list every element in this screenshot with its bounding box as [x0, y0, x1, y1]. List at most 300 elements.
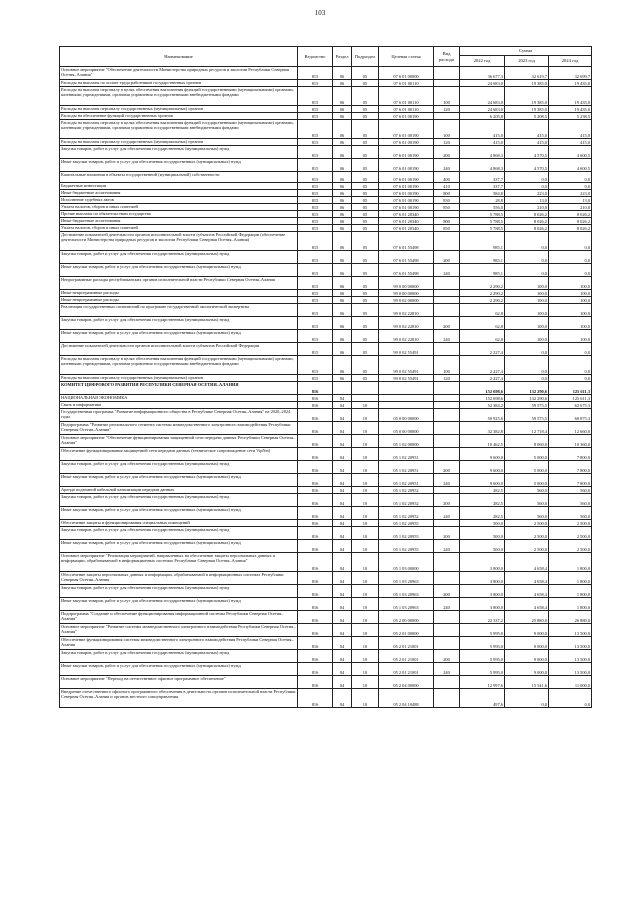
row-sum-2023: 19 385,0: [505, 106, 549, 113]
row-sum-2022: 62,8: [460, 317, 505, 330]
row-name: Обеспечение защиты персональных данных и информации, обрабатываемой в информационных системах Республики Северная Осетия–Алания: [60, 572, 298, 585]
row-vr: 100: [434, 87, 460, 106]
row-sum-2024: 19 435,0: [549, 106, 592, 113]
row-name: Иные закупки товаров, работ и услуг для обеспечения государственных (муниципальных) нужд: [60, 507, 298, 520]
row-sum-2024: 2 500,0: [549, 520, 592, 527]
row-ved: 816: [298, 402, 333, 409]
row-ved: 816: [298, 422, 333, 435]
table-row: [60, 663, 592, 676]
row-sum-2024: 0,0: [549, 183, 592, 190]
table-row: [60, 474, 592, 487]
row-name: Основное мероприятие "Переход на отечественное офисное программное обеспечение": [60, 676, 298, 689]
table-row: [60, 461, 592, 474]
row-sum-2022: 5 995,0: [460, 650, 505, 663]
row-csr: [379, 395, 434, 402]
row-razdel: 04: [333, 520, 352, 527]
row-sum-2024: 4 600,5: [549, 159, 592, 172]
row-sum-2022: 584,8: [460, 190, 505, 197]
row-sum-2024: 100,0: [549, 317, 592, 330]
row-podrazdel: 10: [352, 585, 379, 598]
row-sum-2024: 7 800,0: [549, 474, 592, 487]
row-csr: 05 1 02 20952: [379, 487, 434, 494]
row-ved: 815: [298, 197, 333, 204]
table-row: [60, 611, 592, 624]
table-row: [60, 507, 592, 520]
row-sum-2024: 10 360,0: [549, 435, 592, 448]
row-razdel: 06: [333, 251, 352, 264]
row-podrazdel: 05: [352, 232, 379, 251]
row-name: Иные бюджетные ассигнования: [60, 190, 298, 197]
row-name: Закупка товаров, работ и услуг для обеспечения государственных (муниципальных) нужд: [60, 251, 298, 264]
row-sum-2024: 560,0: [549, 487, 592, 494]
table-row: [60, 87, 592, 106]
budget-table: [59, 46, 592, 708]
row-sum-2022: 152 698,6: [460, 395, 505, 402]
row-sum-2024: 13 500,0: [549, 624, 592, 637]
row-podrazdel: 05: [352, 304, 379, 317]
row-razdel: 04: [333, 650, 352, 663]
row-sum-2024: 223,0: [549, 190, 592, 197]
row-sum-2022: 985,1: [460, 264, 505, 277]
row-name: Иные непрограммные расходы: [60, 297, 298, 304]
row-razdel: 04: [333, 553, 352, 572]
row-razdel: 06: [333, 264, 352, 277]
row-sum-2023: 8 026,2: [505, 218, 549, 225]
row-csr: 05 1 02 20955: [379, 527, 434, 540]
row-vr: [434, 304, 460, 317]
row-podrazdel: 10: [352, 624, 379, 637]
row-sum-2023: 560,0: [505, 507, 549, 520]
row-sum-2022: 2 290,2: [460, 277, 505, 290]
row-sum-2022: 24 683,0: [460, 106, 505, 113]
row-razdel: 04: [333, 540, 352, 553]
row-sum-2022: 5 788,5: [460, 211, 505, 218]
table-row: [60, 676, 592, 689]
row-razdel: 04: [333, 461, 352, 474]
table-row: [60, 67, 592, 80]
row-razdel: 04: [333, 676, 352, 689]
row-csr: 07 6 01 00110: [379, 80, 434, 87]
row-sum-2022: 556,0: [460, 204, 505, 211]
row-csr: 05 1 02 20955: [379, 520, 434, 527]
row-sum-2023: 0,0: [505, 232, 549, 251]
row-sum-2023: 12 718,4: [505, 422, 549, 435]
row-sum-2024: 32 699,7: [549, 67, 592, 80]
row-vr: 100: [434, 356, 460, 375]
row-sum-2024: 8 026,2: [549, 225, 592, 232]
row-sum-2022: 415,0: [460, 120, 505, 139]
row-vr: [434, 297, 460, 304]
row-ved: 815: [298, 343, 333, 356]
row-vr: [434, 67, 460, 80]
row-sum-2023: 5 000,0: [505, 448, 549, 461]
row-sum-2024: 100,0: [549, 297, 592, 304]
row-sum-2024: 0,0: [549, 343, 592, 356]
row-csr: [379, 402, 434, 409]
row-razdel: 06: [333, 146, 352, 159]
header-sum: Сумма: [460, 47, 592, 56]
table-row: [60, 80, 592, 87]
table-row: [60, 172, 592, 183]
row-name: Капитальные вложения в объекты государственной (муниципальной) собственности: [60, 172, 298, 183]
row-ved: 815: [298, 183, 333, 190]
row-ved: 816: [298, 585, 333, 598]
row-podrazdel: 05: [352, 120, 379, 139]
row-podrazdel: 10: [352, 435, 379, 448]
row-sum-2022: 3 800,0: [460, 553, 505, 572]
table-row: [60, 650, 592, 663]
row-csr: 05 1 02 00000: [379, 435, 434, 448]
header-ved: Ведомство: [298, 47, 333, 67]
row-podrazdel: 10: [352, 520, 379, 527]
row-csr: 05 1 03 20963: [379, 572, 434, 585]
row-podrazdel: 05: [352, 204, 379, 211]
row-csr: 99 0 02 55491: [379, 375, 434, 382]
row-sum-2024: 0,0: [549, 264, 592, 277]
row-csr: 07 6 01 00190: [379, 183, 434, 190]
row-sum-2023: 9 000,0: [505, 637, 549, 650]
row-name: Расходы на выплаты персоналу государственных (муниципальных) органов: [60, 106, 298, 113]
row-name: Закупка товаров, работ и услуг для обеспечения государственных (муниципальных) нужд: [60, 146, 298, 159]
row-name: Закупка товаров, работ и услуг для обеспечения государственных (муниципальных) нужд: [60, 494, 298, 507]
row-sum-2023: 8 060,0: [505, 435, 549, 448]
row-csr: 05 2 04 10488: [379, 689, 434, 708]
row-razdel: 06: [333, 159, 352, 172]
row-vr: [434, 232, 460, 251]
table-row: [60, 159, 592, 172]
row-csr: 07 6 01 20340: [379, 211, 434, 218]
row-ved: 815: [298, 159, 333, 172]
row-vr: [434, 487, 460, 494]
row-csr: 05 2 00 00000: [379, 611, 434, 624]
row-podrazdel: 05: [352, 218, 379, 225]
row-vr: [434, 409, 460, 422]
row-podrazdel: 10: [352, 611, 379, 624]
row-razdel: 06: [333, 290, 352, 297]
row-vr: 200: [434, 461, 460, 474]
row-podrazdel: 05: [352, 375, 379, 382]
row-sum-2023: 100,0: [505, 277, 549, 290]
row-name: Достижение показателей деятельности органов исполнительной власти субъектов Российской Федерации: [60, 343, 298, 356]
row-name: Аренда подземной кабельной канализации передачи данных: [60, 487, 298, 494]
row-ved: 815: [298, 375, 333, 382]
table-row: [60, 487, 592, 494]
row-csr: 07 6 01 20340: [379, 225, 434, 232]
row-razdel: 06: [333, 139, 352, 146]
row-vr: [434, 382, 460, 395]
row-vr: [434, 520, 460, 527]
row-csr: 05 1 03 00000: [379, 553, 434, 572]
row-ved: 815: [298, 232, 333, 251]
row-name: Закупка товаров, работ и услуг для обеспечения государственных (муниципальных) нужд: [60, 317, 298, 330]
row-name: Расходы на выплаты персоналу в целях обеспечения выполнения функций государственными (муниципальными) органами, казенными учреждениями, органами управления государственными внебюджетными фондами: [60, 120, 298, 139]
row-razdel: 06: [333, 356, 352, 375]
row-sum-2024: 8 026,2: [549, 211, 592, 218]
row-ved: 816: [298, 448, 333, 461]
table-row: [60, 304, 592, 317]
row-name: Основное мероприятие "Обеспечение функционирования защищенной сети передачи данных Республики Северная Осетия–Алания": [60, 435, 298, 448]
row-podrazdel: 10: [352, 572, 379, 585]
row-podrazdel: 05: [352, 290, 379, 297]
row-sum-2022: 32 382,8: [460, 422, 505, 435]
row-name: Иные закупки товаров, работ и услуг для обеспечения государственных (муниципальных) нужд: [60, 598, 298, 611]
row-ved: 815: [298, 87, 333, 106]
row-ved: 816: [298, 676, 333, 689]
row-vr: 800: [434, 218, 460, 225]
header-name: Наименование: [60, 47, 298, 67]
row-sum-2023: 15 541,6: [505, 676, 549, 689]
row-name: НАЦИОНАЛЬНАЯ ЭКОНОМИКА: [60, 395, 298, 402]
row-sum-2023: 0,0: [505, 689, 549, 708]
row-sum-2023: 100,0: [505, 304, 549, 317]
table-row: [60, 395, 592, 402]
row-name: Обеспечение функционирования системы межведомственного электронного взаимодействия Республики Северная Осетия–Алания: [60, 637, 298, 650]
row-name: Иные закупки товаров, работ и услуг для обеспечения государственных (муниципальных) нужд: [60, 474, 298, 487]
table-row: [60, 204, 592, 211]
row-vr: 200: [434, 251, 460, 264]
row-sum-2022: 3 800,0: [460, 585, 505, 598]
row-ved: 815: [298, 120, 333, 139]
row-vr: 120: [434, 139, 460, 146]
row-ved: 816: [298, 507, 333, 520]
row-sum-2024: 13 500,0: [549, 650, 592, 663]
row-sum-2022: 3 800,0: [460, 572, 505, 585]
row-sum-2022: 152 698,6: [460, 382, 505, 395]
row-sum-2024: 0,0: [549, 375, 592, 382]
table-row: [60, 277, 592, 290]
row-ved: 815: [298, 317, 333, 330]
table-row: [60, 624, 592, 637]
row-ved: 816: [298, 520, 333, 527]
row-podrazdel: 05: [352, 297, 379, 304]
row-razdel: 04: [333, 402, 352, 409]
row-name: Основное мероприятие "Реализация мероприятий, направленных на обеспечение защиты персональных данных и информации, обрабатываемой в информационных системах Республики Северная Осетия–Алания": [60, 553, 298, 572]
row-sum-2024: 26 880,0: [549, 611, 592, 624]
row-name: Уплата налогов, сборов и иных платежей: [60, 225, 298, 232]
row-sum-2024: 2 500,0: [549, 540, 592, 553]
row-sum-2023: 132 290,6: [505, 382, 549, 395]
table-row: [60, 520, 592, 527]
table-row: [60, 297, 592, 304]
row-vr: [434, 611, 460, 624]
row-csr: 07 6 01 00190: [379, 139, 434, 146]
table-row: [60, 197, 592, 204]
row-csr: 07 6 01 00190: [379, 204, 434, 211]
row-name: Расходы на выплаты по оплате труда работников государственных органов: [60, 80, 298, 87]
row-razdel: 04: [333, 395, 352, 402]
row-sum-2022: 4 868,3: [460, 159, 505, 172]
row-sum-2023: 100,0: [505, 330, 549, 343]
row-ved: 816: [298, 598, 333, 611]
row-podrazdel: 05: [352, 264, 379, 277]
row-csr: 99 0 02 22810: [379, 317, 434, 330]
table-row: [60, 585, 592, 598]
row-sum-2023: 32 619,7: [505, 67, 549, 80]
row-razdel: 06: [333, 113, 352, 120]
row-sum-2022: 5 995,0: [460, 637, 505, 650]
row-name: Закупка товаров, работ и услуг для обеспечения государственных (муниципальных) нужд: [60, 585, 298, 598]
row-ved: 815: [298, 251, 333, 264]
row-ved: 815: [298, 290, 333, 297]
row-ved: 816: [298, 435, 333, 448]
row-razdel: 06: [333, 87, 352, 106]
row-sum-2022: 9 600,0: [460, 448, 505, 461]
row-sum-2024: 13 500,0: [549, 663, 592, 676]
row-name: Исполнение судебных актов: [60, 197, 298, 204]
row-podrazdel: 10: [352, 487, 379, 494]
row-sum-2023: 4 658,4: [505, 553, 549, 572]
table-row: [60, 218, 592, 225]
row-csr: 99 0 02 00000: [379, 297, 434, 304]
row-name: Закупка товаров, работ и услуг для обеспечения государственных (муниципальных) нужд: [60, 461, 298, 474]
row-name: Внедрение отечественного офисного программного обеспечения в деятельность органов исполнительной власти Республики Северная Осетия–Алания и органов местного самоуправления: [60, 689, 298, 708]
row-sum-2024: 100,0: [549, 304, 592, 317]
row-razdel: 04: [333, 598, 352, 611]
row-name: Подпрограмма "Создание и обеспечение функционирования информационной системы Республики Северная Осетия–Алания": [60, 611, 298, 624]
row-csr: 05 2 01 00000: [379, 624, 434, 637]
row-csr: 99 0 00 00000: [379, 290, 434, 297]
header-vr: Вид расхода: [434, 47, 460, 67]
row-podrazdel: 05: [352, 343, 379, 356]
row-razdel: 04: [333, 507, 352, 520]
row-sum-2022: 282,5: [460, 494, 505, 507]
row-sum-2023: 5 000,0: [505, 461, 549, 474]
row-sum-2023: 0,0: [505, 375, 549, 382]
row-sum-2024: 125 611,3: [549, 382, 592, 395]
row-csr: 05 0 00 00000: [379, 422, 434, 435]
row-vr: 400: [434, 172, 460, 183]
row-csr: 07 6 01 00110: [379, 106, 434, 113]
row-vr: 850: [434, 204, 460, 211]
row-vr: [434, 277, 460, 290]
row-razdel: 06: [333, 225, 352, 232]
row-razdel: 06: [333, 106, 352, 113]
row-sum-2022: 500,0: [460, 520, 505, 527]
row-podrazdel: 05: [352, 317, 379, 330]
row-podrazdel: 05: [352, 277, 379, 290]
row-name: Расходы на выплаты персоналу государственных (муниципальных) органов: [60, 139, 298, 146]
row-vr: 200: [434, 585, 460, 598]
row-csr: 05 1 02 20951: [379, 448, 434, 461]
row-razdel: 04: [333, 585, 352, 598]
row-vr: 240: [434, 507, 460, 520]
row-name: Расходы на выплаты персоналу в целях обеспечения выполнения функций государственными (муниципальными) органами, казенными учреждениями, органами управления государственными внебюджетными фондами: [60, 87, 298, 106]
row-vr: [434, 343, 460, 356]
row-name: КОМИТЕТ ЦИФРОВОГО РАЗВИТИЯ РЕСПУБЛИКИ СЕВЕРНАЯ ОСЕТИЯ–АЛАНИЯ: [60, 382, 298, 395]
table-row: [60, 409, 592, 422]
row-vr: 240: [434, 264, 460, 277]
row-podrazdel: 10: [352, 540, 379, 553]
row-sum-2024: 1 800,0: [549, 572, 592, 585]
row-podrazdel: 10: [352, 637, 379, 650]
row-sum-2023: 5 000,0: [505, 474, 549, 487]
row-razdel: 06: [333, 277, 352, 290]
row-sum-2024: 1 800,0: [549, 585, 592, 598]
table-row: [60, 330, 592, 343]
row-ved: 815: [298, 297, 333, 304]
row-sum-2022: 5 995,0: [460, 663, 505, 676]
row-sum-2023: 19 385,0: [505, 80, 549, 87]
row-vr: 830: [434, 197, 460, 204]
row-ved: 815: [298, 106, 333, 113]
row-sum-2023: 100,0: [505, 297, 549, 304]
row-sum-2023: 59 575,5: [505, 402, 549, 409]
row-csr: 07 6 01 00190: [379, 197, 434, 204]
row-sum-2024: 415,0: [549, 120, 592, 139]
row-ved: 816: [298, 650, 333, 663]
table-row: [60, 527, 592, 540]
row-podrazdel: [352, 395, 379, 402]
row-name: Иные закупки товаров, работ и услуг для обеспечения государственных (муниципальных) нужд: [60, 159, 298, 172]
row-sum-2023: 0,0: [505, 183, 549, 190]
row-sum-2023: 560,0: [505, 487, 549, 494]
row-csr: 07 6 01 00190: [379, 113, 434, 120]
row-sum-2023: 100,0: [505, 317, 549, 330]
table-row: [60, 540, 592, 553]
row-sum-2022: 2 227,4: [460, 375, 505, 382]
row-name: Иные закупки товаров, работ и услуг для обеспечения государственных (муниципальных) нужд: [60, 663, 298, 676]
row-sum-2023: 223,0: [505, 190, 549, 197]
row-podrazdel: 05: [352, 172, 379, 183]
row-sum-2022: 12 997,6: [460, 676, 505, 689]
row-ved: 815: [298, 80, 333, 87]
row-sum-2022: 36 677,3: [460, 67, 505, 80]
row-name: Достижение показателей деятельности органов исполнительной власти субъектов Российской Федерации (обеспечение деятельности Министерства природных ресурсов и экологии Республики Северная Осетия–Алания): [60, 232, 298, 251]
row-ved: 816: [298, 382, 333, 395]
table-row: [60, 422, 592, 435]
row-sum-2022: 10 462,5: [460, 435, 505, 448]
row-sum-2024: 0,0: [549, 689, 592, 708]
row-vr: [434, 435, 460, 448]
row-sum-2022: 22 337,2: [460, 611, 505, 624]
row-sum-2022: 4 868,3: [460, 146, 505, 159]
table-row: [60, 264, 592, 277]
row-razdel: 04: [333, 611, 352, 624]
row-sum-2023: 2 500,0: [505, 520, 549, 527]
row-ved: 816: [298, 637, 333, 650]
row-podrazdel: 05: [352, 211, 379, 218]
table-row: [60, 689, 592, 708]
row-podrazdel: 10: [352, 650, 379, 663]
row-podrazdel: 05: [352, 87, 379, 106]
row-ved: 816: [298, 540, 333, 553]
row-sum-2022: 5 788,5: [460, 218, 505, 225]
row-name: Основное мероприятие "Обеспечение деятельности Министерства природных ресурсов и экологии Республики Северная Осетия–Алания": [60, 67, 298, 80]
table-row: [60, 382, 592, 395]
row-sum-2023: 8 026,2: [505, 211, 549, 218]
row-sum-2022: 985,1: [460, 251, 505, 264]
row-name: Обеспечение функционирования защищенной сети передачи данных (техническое сопровождение сети VipNet): [60, 448, 298, 461]
row-vr: [434, 395, 460, 402]
row-podrazdel: 05: [352, 80, 379, 87]
row-razdel: 04: [333, 527, 352, 540]
row-vr: [434, 637, 460, 650]
row-razdel: 06: [333, 330, 352, 343]
row-csr: 07 6 01 00190: [379, 190, 434, 197]
row-sum-2022: 337,7: [460, 172, 505, 183]
row-sum-2022: 24 683,0: [460, 80, 505, 87]
row-vr: 100: [434, 120, 460, 139]
row-podrazdel: 05: [352, 159, 379, 172]
row-razdel: 04: [333, 572, 352, 585]
row-sum-2024: 0,0: [549, 172, 592, 183]
row-razdel: 06: [333, 197, 352, 204]
row-csr: [379, 382, 434, 395]
table-row: [60, 232, 592, 251]
row-name: Расходы на выплаты персоналу государственных (муниципальных) органов: [60, 375, 298, 382]
row-vr: 200: [434, 527, 460, 540]
row-sum-2023: 4 658,4: [505, 585, 549, 598]
